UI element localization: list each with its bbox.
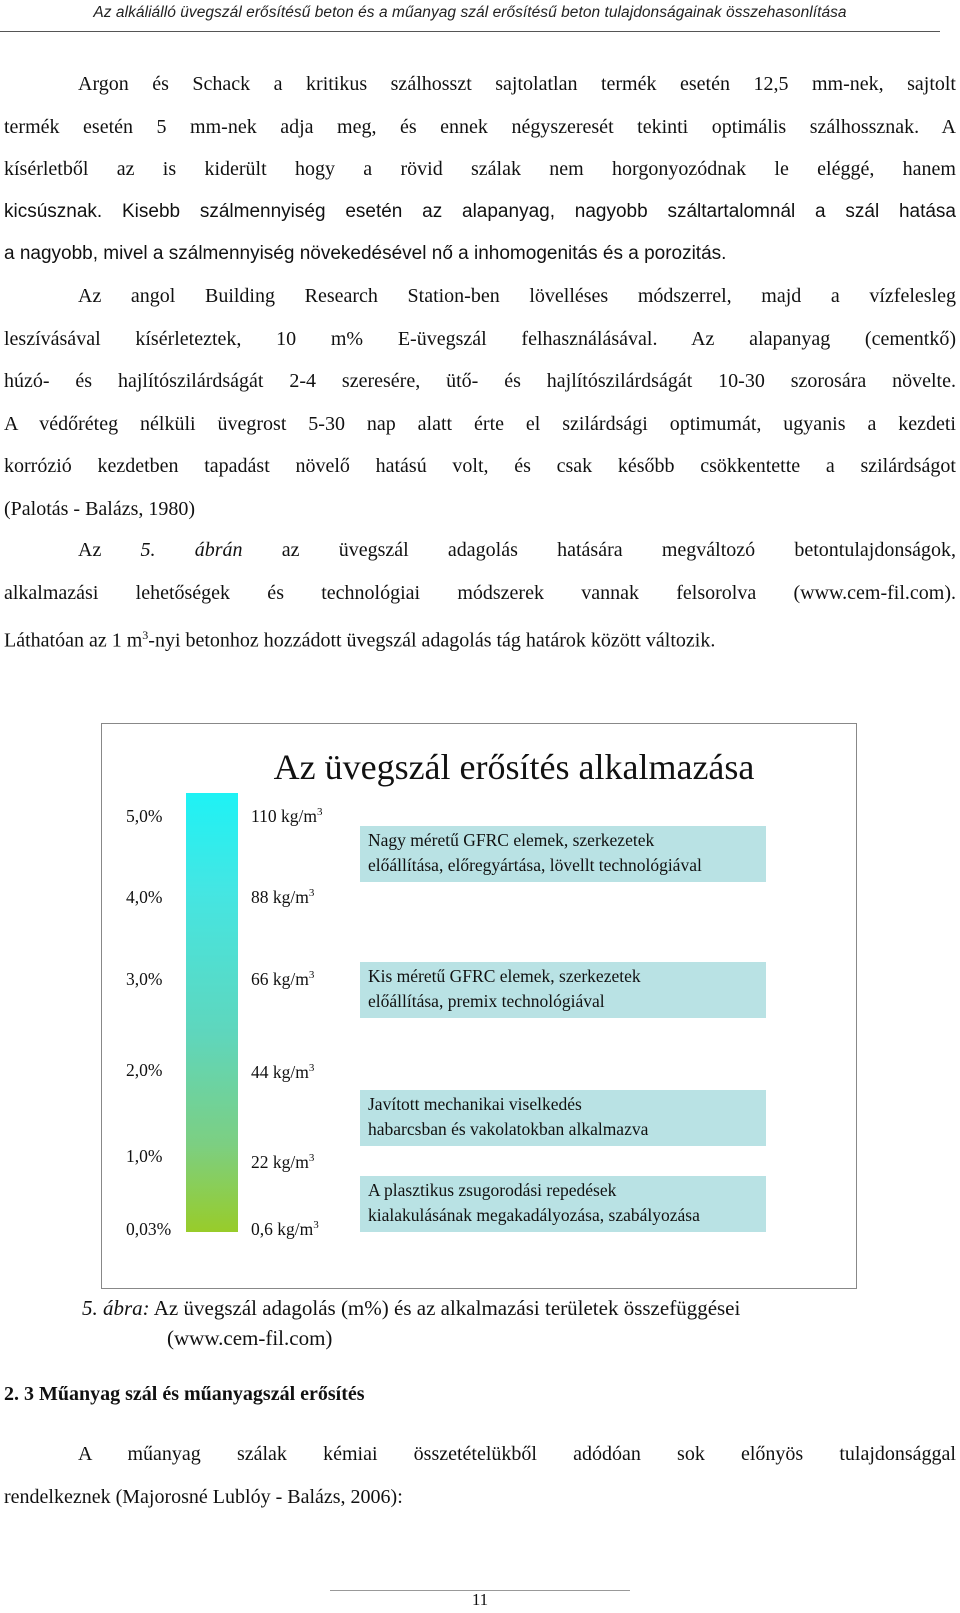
percent-label: 0,03% <box>126 1219 172 1239</box>
text-line: kísérletből az is kiderült hogy a rövid szálak nem horgonyozódnak le eléggé, hanem <box>4 158 956 180</box>
percent-label: 3,0% <box>126 969 163 989</box>
running-header: Az alkáliálló üvegszál erősítésű beton és a műanyag szál erősítésű beton tulajdonságainak összehasonlítása <box>93 4 847 21</box>
text-line: Argon és Schack a kritikus szálhosszt sajtolatlan termék esetén 12,5 mm-nek, sajtolt <box>78 73 956 95</box>
kg-value: 22 kg/m <box>251 1152 309 1172</box>
text-line <box>4 529 956 572</box>
text-fragment: -nyi betonhoz hozzádott üvegszál adagolás tág határok között változik. <box>148 629 716 652</box>
note-line: Nagy méretű GFRC elemek, szerkezetek <box>368 830 655 850</box>
figure-reference: 5. ábrán <box>140 539 243 561</box>
note-line: Javított mechanikai viselkedés <box>368 1094 582 1114</box>
kg-value: 88 kg/m <box>251 887 309 907</box>
text-fragment: Láthatóan az 1 m <box>4 629 143 652</box>
text-line: húzó- és hajlítószilárdságát 2-4 szeresére, ütő- és hajlítószilárdságát 10-30 szorosára növelte. <box>4 370 956 392</box>
text-line: Az angol Building Research Station-ben lövelléses módszerrel, majd a vízfelesleg <box>78 285 956 307</box>
paragraph-4 <box>4 1433 956 1518</box>
paragraph-3 <box>4 529 956 662</box>
percent-label: 1,0% <box>126 1146 163 1166</box>
kg-value: 44 kg/m <box>251 1062 309 1082</box>
text-line: A védőréteg nélküli üvegrost 5-30 nap alatt érte el szilárdsági optimumát, ugyanis a kezdeti <box>4 412 956 435</box>
superscript: 3 <box>308 969 315 982</box>
figure-caption <box>82 1293 942 1353</box>
text-line: alkalmazási lehetőségek és technológiai módszerek vannak felsorolva (www.cem-fil.com). <box>4 581 956 604</box>
application-note <box>360 1090 766 1146</box>
caption-text: Az üvegszál adagolás (m%) és az alkalmazási területek összefüggései <box>149 1296 741 1320</box>
text-fragment: az üvegszál adagolás hatására megváltozó betontulajdonságok, <box>242 539 956 561</box>
note-line: előállítása, előregyártása, lövellt technológiával <box>368 855 702 875</box>
application-note <box>360 962 766 1018</box>
caption-line <box>82 1296 740 1320</box>
text-line: rendelkeznek (Majorosné Lublóy - Balázs, 2006): <box>4 1485 403 1508</box>
kg-value: 110 kg/m <box>251 806 317 826</box>
kg-label <box>251 806 322 827</box>
kg-value: 0,6 kg/m <box>251 1219 314 1239</box>
caption-line: (www.cem-fil.com) <box>167 1326 333 1350</box>
kg-value: 66 kg/m <box>251 969 309 989</box>
kg-label <box>251 1062 314 1083</box>
dosage-gradient-bar <box>186 793 238 1232</box>
superscript: 3 <box>308 887 315 900</box>
section-heading: 2. 3 Műanyag szál és műanyagszál erősítés <box>4 1383 365 1405</box>
paragraph-2 <box>4 275 956 530</box>
note-line: Kis méretű GFRC elemek, szerkezetek <box>368 966 641 986</box>
figure-5 <box>101 723 857 1289</box>
text-fragment: Az <box>78 539 141 561</box>
note-line: habarcsban és vakolatokban alkalmazva <box>368 1119 649 1139</box>
text-line: termék esetén 5 mm-nek adja meg, és ennek négyszeresét tekinti optimális szálhossznak. A <box>4 115 956 138</box>
application-note <box>360 826 766 882</box>
note-line: A plasztikus zsugorodási repedések <box>368 1180 617 1200</box>
note-line: kialakulásának megakadályozása, szabályozása <box>368 1205 700 1225</box>
text-line: a nagyobb, mivel a szálmennyiség növekedésével nő a inhomogenitás és a porozitás. <box>4 243 727 264</box>
superscript: 3 <box>142 628 149 642</box>
text-line <box>4 614 956 662</box>
superscript: 3 <box>308 1062 315 1075</box>
percent-label: 4,0% <box>126 887 163 907</box>
superscript: 3 <box>316 806 323 819</box>
figure-title: Az üvegszál erősítés alkalmazása <box>273 747 755 787</box>
header-divider <box>0 31 940 32</box>
superscript: 3 <box>308 1152 315 1165</box>
text-line: korrózió kezdetben tapadást növelő hatású volt, és csak később csökkentette a szilárdságot <box>4 455 956 477</box>
text-line: kicsúsznak. Kisebb szálmennyiség esetén az alapanyag, nagyobb száltartalomnál a szál hatása <box>4 200 956 222</box>
percent-label: 5,0% <box>126 806 163 826</box>
kg-label <box>251 969 314 990</box>
kg-label <box>251 1219 319 1240</box>
kg-label <box>251 887 314 908</box>
superscript: 3 <box>313 1219 319 1232</box>
application-note <box>360 1176 766 1232</box>
percent-label: 2,0% <box>126 1060 163 1080</box>
note-line: előállítása, premix technológiával <box>368 991 605 1011</box>
text-line: (Palotás - Balázs, 1980) <box>4 497 196 520</box>
text-line: leszívásával kísérleteztek, 10 m% E-üvegszál felhasználásával. Az alapanyag (cementkő) <box>4 327 956 350</box>
paragraph-1 <box>4 63 956 276</box>
text-line: A műanyag szálak kémiai összetételükből adódóan sok előnyös tulajdonsággal <box>78 1443 956 1465</box>
caption-label: 5. ábra: <box>82 1296 150 1320</box>
kg-label <box>251 1152 314 1173</box>
page-number: 11 <box>471 1590 489 1609</box>
